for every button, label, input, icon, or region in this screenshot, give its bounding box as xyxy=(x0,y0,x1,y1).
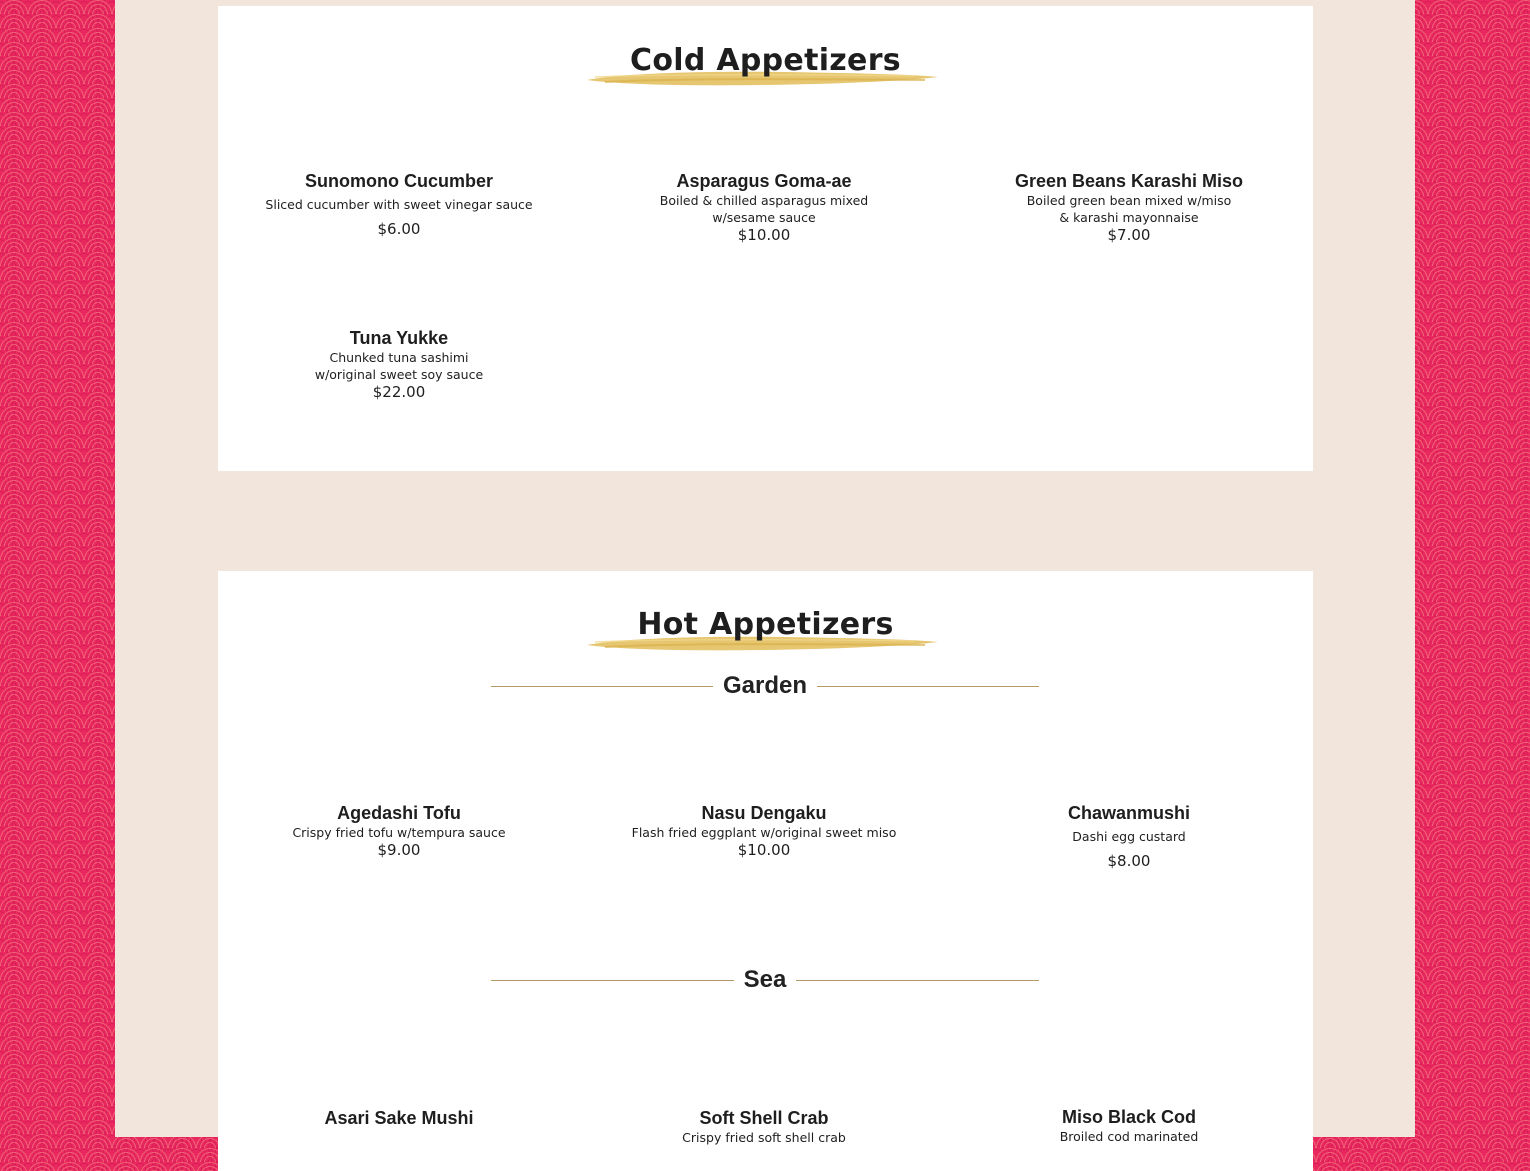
item-name: Miso Black Cod xyxy=(1061,1107,1197,1127)
menu-item xyxy=(234,1107,564,1129)
section-title: Cold Appetizers xyxy=(630,43,901,78)
item-name: Asparagus Goma-ae xyxy=(676,171,852,191)
subheader-label: Sea xyxy=(743,966,787,993)
hot-appetizers-section xyxy=(218,571,1313,1171)
divider-line xyxy=(491,980,734,981)
divider-line xyxy=(491,686,713,687)
subheader-label: Garden xyxy=(722,672,808,699)
item-name: Agedashi Tofu xyxy=(337,803,461,823)
item-name: Chawanmushi xyxy=(1067,803,1191,823)
item-name: Asari Sake Mushi xyxy=(324,1108,474,1128)
page-column xyxy=(115,0,1415,1145)
item-name: Green Beans Karashi Miso xyxy=(1014,171,1244,191)
item-price: $7.00 xyxy=(1107,226,1151,244)
item-price: $10.00 xyxy=(737,226,791,244)
sea-subheader xyxy=(491,965,1039,995)
item-description: Sliced cucumber with sweet vinegar sauce xyxy=(265,197,533,212)
item-description: Boiled green bean mixed w/miso & karashi mayonnaise xyxy=(1026,193,1232,225)
item-name: Nasu Dengaku xyxy=(701,803,827,823)
item-price: $10.00 xyxy=(737,841,791,859)
menu-item xyxy=(599,170,929,244)
item-name: Tuna Yukke xyxy=(349,328,449,348)
item-description: Boiled & chilled asparagus mixed w/sesame sauce xyxy=(659,193,869,225)
item-description: Crispy fried soft shell crab xyxy=(682,1130,846,1145)
item-price: $6.00 xyxy=(377,220,421,238)
divider-line xyxy=(796,980,1039,981)
item-name: Sunomono Cucumber xyxy=(305,171,493,191)
item-description: Crispy fried tofu w/tempura sauce xyxy=(292,825,506,840)
menu-item xyxy=(964,1106,1294,1145)
menu-item xyxy=(234,327,564,401)
item-price: $8.00 xyxy=(1107,852,1151,870)
section-title: Hot Appetizers xyxy=(637,607,894,642)
item-price: $9.00 xyxy=(377,841,421,859)
item-description: Dashi egg custard xyxy=(1072,829,1186,844)
menu-item xyxy=(234,802,564,859)
divider-line xyxy=(817,686,1039,687)
menu-item xyxy=(234,170,564,238)
menu-item xyxy=(599,1107,929,1146)
garden-subheader xyxy=(491,671,1039,701)
item-price: $22.00 xyxy=(372,383,426,401)
item-description: Chunked tuna sashimi w/original sweet soy sauce xyxy=(314,350,484,382)
item-description: Flash fried eggplant w/original sweet miso xyxy=(631,825,897,840)
item-name: Soft Shell Crab xyxy=(699,1108,829,1128)
item-description: Broiled cod marinated xyxy=(1059,1129,1199,1144)
menu-item xyxy=(599,802,929,859)
cold-appetizers-section xyxy=(218,6,1313,471)
menu-item xyxy=(964,802,1294,870)
menu-item xyxy=(964,170,1294,244)
